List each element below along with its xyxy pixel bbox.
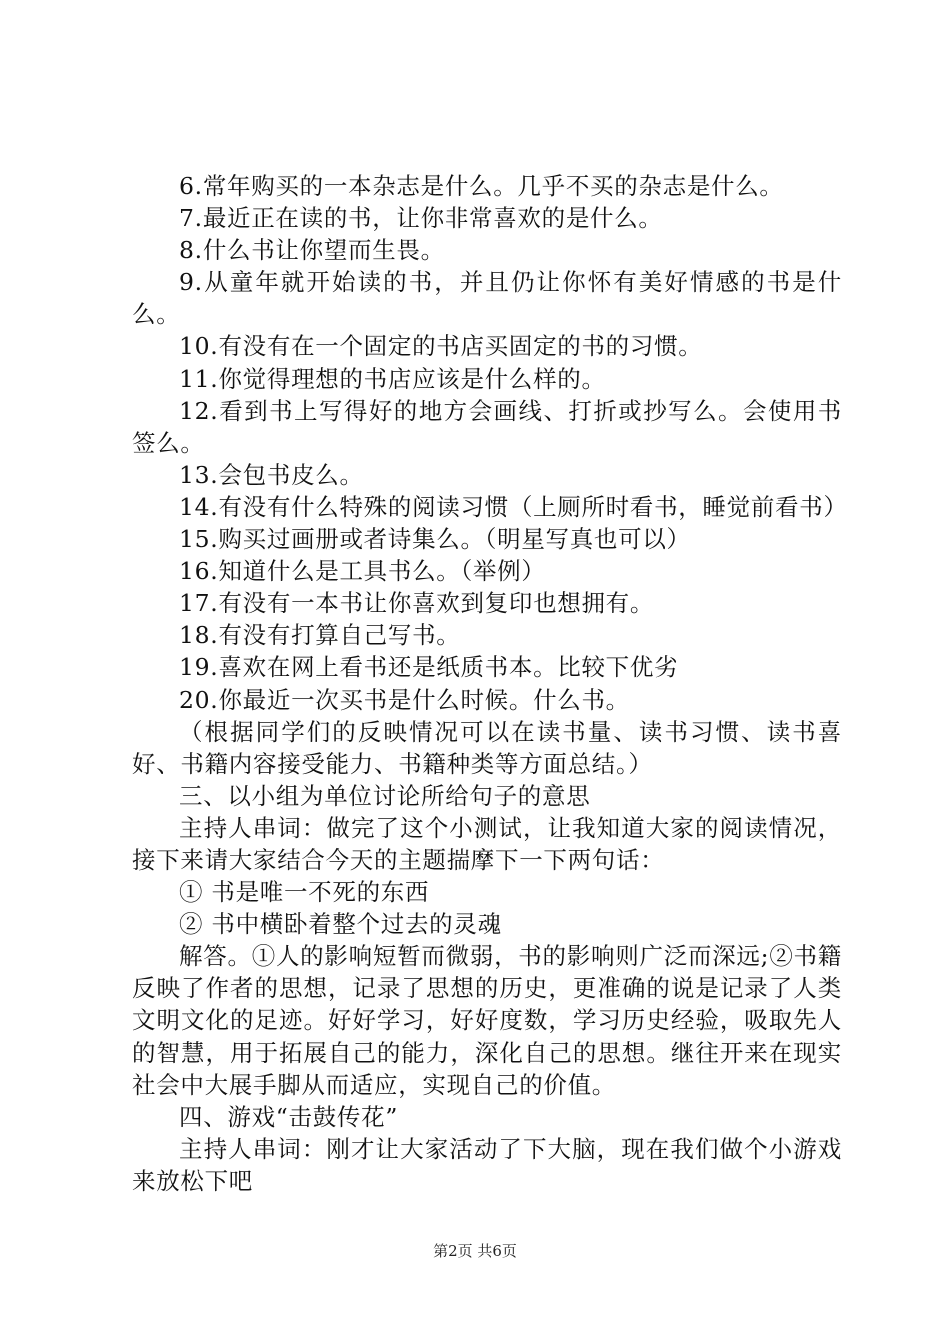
summary-note: （根据同学们的反映情况可以在读书量、读书习惯、读书喜好、书籍内容接受能力、书籍种类等方面总结。） xyxy=(132,717,842,778)
question-13: 13.会包书皮么。 xyxy=(179,460,364,489)
quote-1: ① 书是唯一不死的东西 xyxy=(179,878,430,907)
question-9: 9.从童年就开始读的书，并且仍让你怀有美好情感的书是什么。 xyxy=(132,268,842,329)
host-script-2: 主持人串词：刚才让大家活动了下大脑，现在我们做个小游戏来放松下吧 xyxy=(132,1134,842,1195)
question-18: 18.有没有打算自己写书。 xyxy=(179,621,461,650)
section-heading-4: 四、游戏“击鼓传花” xyxy=(179,1102,399,1131)
question-11: 11.你觉得理想的书店应该是什么样的。 xyxy=(179,364,606,393)
document-body xyxy=(132,170,848,1197)
answer-paragraph: 解答。①人的影响短暂而微弱，书的影响则广泛而深远;②书籍反映了作者的思想，记录了思想的历史，更准确的说是记录了人类文明文化的足迹。好好学习，好好度数，学习历史经验，吸取先人的智慧，用于拓展自己的能力，深化自己的思想。继往开来在现实社会中大展手脚从而适应，实现自己的价值。 xyxy=(132,942,842,1099)
question-17: 17.有没有一本书让你喜欢到复印也想拥有。 xyxy=(179,589,655,618)
question-16: 16.知道什么是工具书么。（举例） xyxy=(179,557,546,586)
question-8: 8.什么书让你望而生畏。 xyxy=(179,236,445,265)
question-20: 20.你最近一次买书是什么时候。什么书。 xyxy=(179,685,630,714)
question-10: 10.有没有在一个固定的书店买固定的书的习惯。 xyxy=(179,332,703,361)
page-footer: 第2页 共6页 xyxy=(433,1242,517,1260)
question-6: 6.常年购买的一本杂志是什么。几乎不买的杂志是什么。 xyxy=(179,172,784,200)
question-14: 14.有没有什么特殊的阅读习惯（上厕所时看书，睡觉前看书） xyxy=(179,492,848,521)
question-7: 7.最近正在读的书，让你非常喜欢的是什么。 xyxy=(179,204,663,233)
section-heading-3: 三、以小组为单位讨论所给句子的意思 xyxy=(179,781,591,810)
question-12: 12.看到书上写得好的地方会画线、打折或抄写么。会使用书签么。 xyxy=(132,396,842,457)
host-script-1: 主持人串词：做完了这个小测试，让我知道大家的阅读情况，接下来请大家结合今天的主题揣摩下一下两句话： xyxy=(132,813,842,874)
quote-2: ② 书中横卧着整个过去的灵魂 xyxy=(179,910,502,939)
question-15: 15.购买过画册或者诗集么。（明星写真也可以） xyxy=(179,525,691,554)
question-19: 19.喜欢在网上看书还是纸质书本。比较下优劣 xyxy=(179,653,679,682)
